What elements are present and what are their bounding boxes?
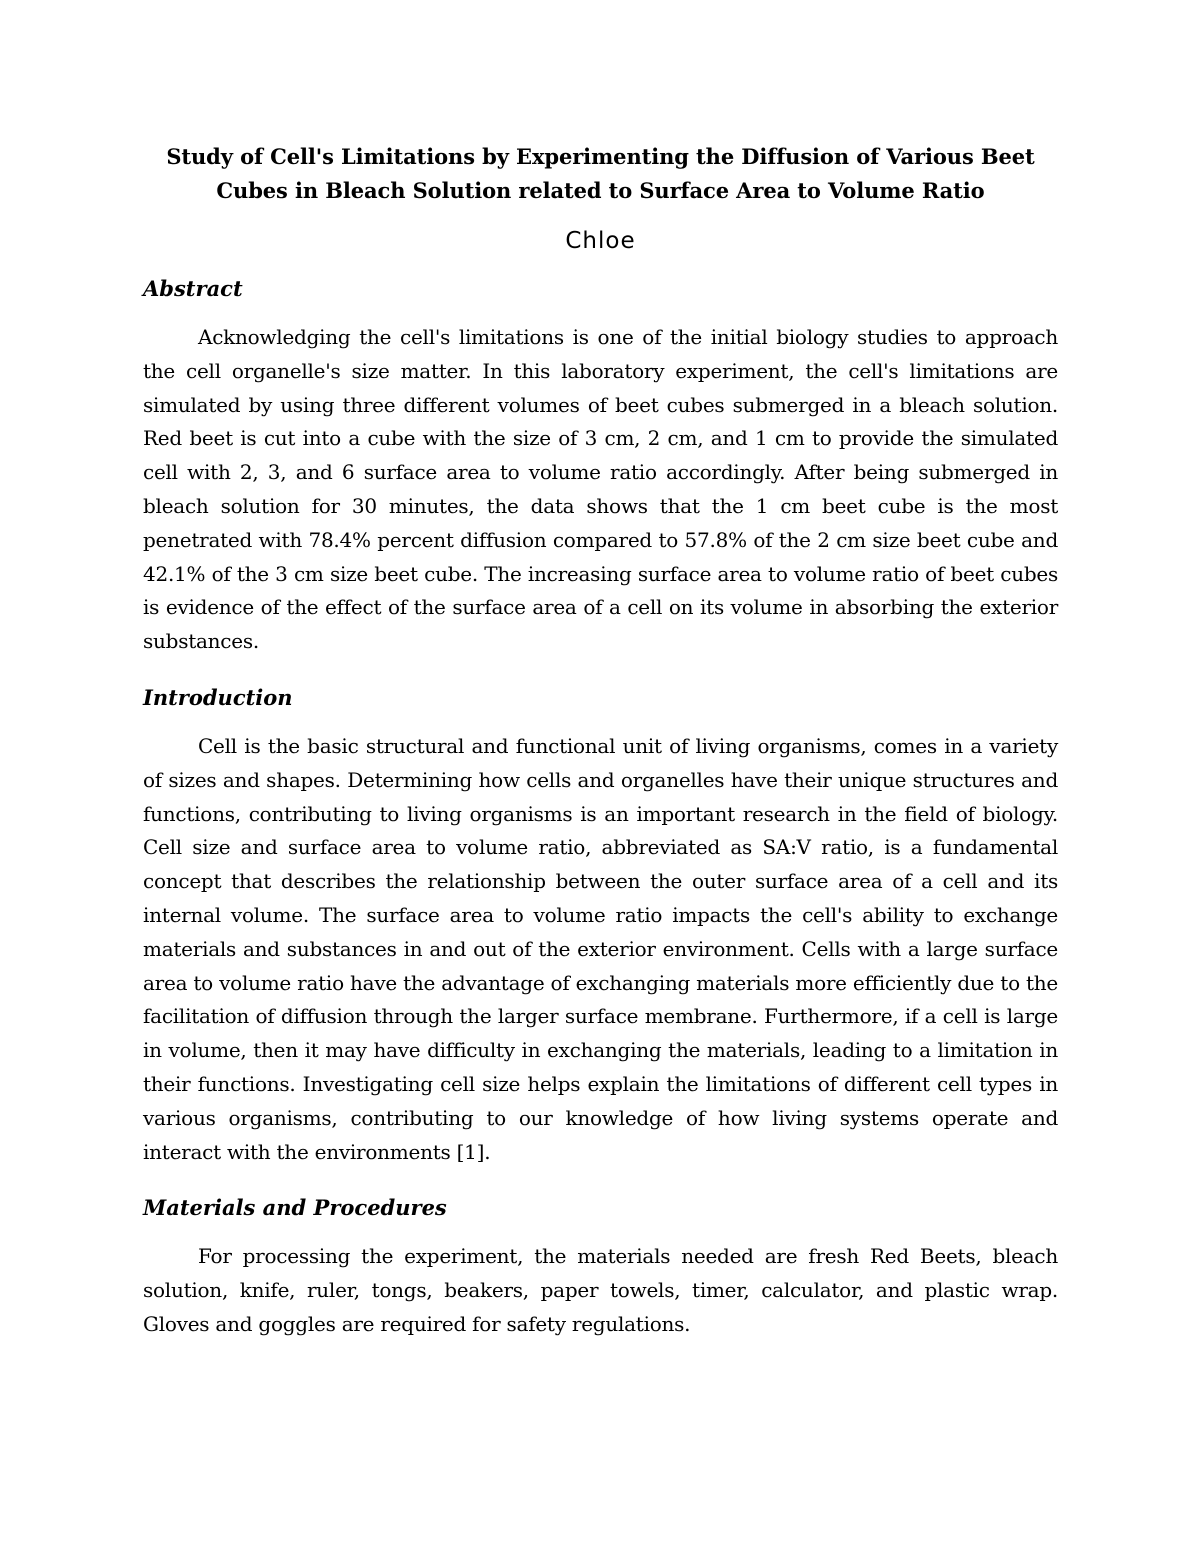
introduction-paragraph: Cell is the basic structural and functional unit of living organisms, comes in a variety of sizes and shapes. Determining how cells and organelles have their unique structures and functions, contributing to living organisms is an important research in the field of biology. Cell size and surface area to volume ratio, abbreviated as SA:V ratio, is a fundamental concept that describes the relationship between the outer surface area of a cell and its internal volume. The surface area to volume ratio impacts the cell's ability to exchange materials and substances in and out of the exterior environment. Cells with a large surface area to volume ratio have the advantage of exchanging materials more efficiently due to the facilitation of diffusion through the larger surface membrane. Furthermore, if a cell is large in volume, then it may have difficulty in exchanging the materials, leading to a limitation in their functions. Investigating cell size helps explain the limitations of different cell types in various organisms, contributing to our knowledge of how living systems operate and interact with the environments [1].	[143, 733, 1058, 1164]
document-content	[143, 140, 1058, 1342]
materials-heading: Materials and Procedures	[143, 1195, 447, 1221]
paper-title: Study of Cell's Limitations by Experimenting the Diffusion of Various Beet Cubes in Bleach Solution related to Surface Area to Volume Ratio	[166, 144, 1035, 203]
introduction-heading: Introduction	[143, 684, 293, 710]
abstract-paragraph: Acknowledging the cell's limitations is one of the initial biology studies to approach the cell organelle's size matter. In this laboratory experiment, the cell's limitations are simulated by using three different volumes of beet cubes submerged in a bleach solution. Red beet is cut into a cube with the size of 3 cm, 2 cm, and 1 cm to provide the simulated cell with 2, 3, and 6 surface area to volume ratio accordingly. After being submerged in bleach solution for 30 minutes, the data shows that the 1 cm beet cube is the most penetrated with 78.4% percent diffusion compared to 57.8% of the 2 cm size beet cube and 42.1% of the 3 cm size beet cube. The increasing surface area to volume ratio of beet cubes is evidence of the effect of the surface area of a cell on its volume in absorbing the exterior substances.	[143, 325, 1058, 654]
author-name: Chloe	[565, 228, 636, 254]
materials-paragraph: For processing the experiment, the materials needed are fresh Red Beets, bleach solution, knife, ruler, tongs, beakers, paper towels, timer, calculator, and plastic wrap. Gloves and goggles are required for safety regulations.	[143, 1244, 1058, 1336]
abstract-heading: Abstract	[143, 276, 243, 301]
